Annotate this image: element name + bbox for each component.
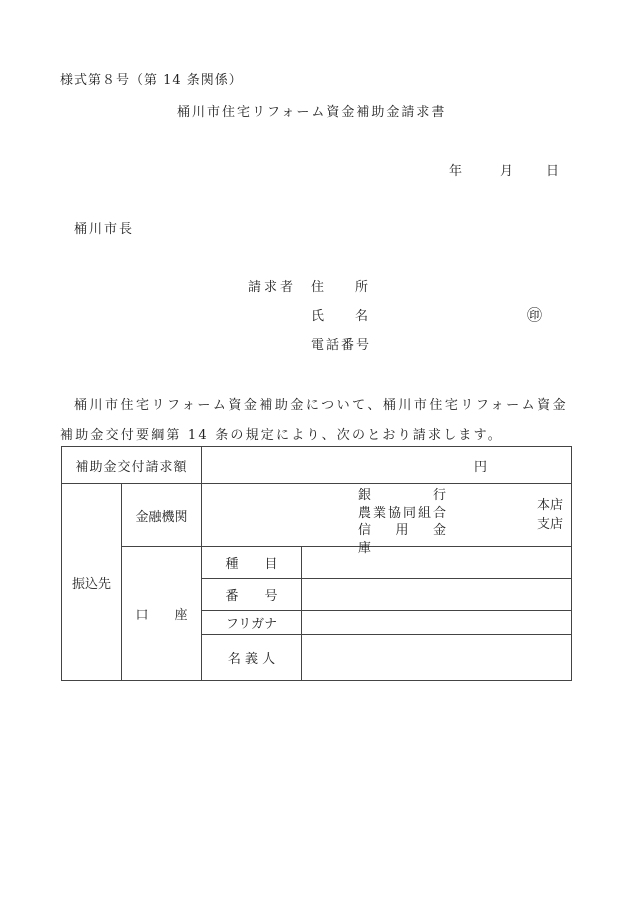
request-table: [61, 446, 572, 681]
account-number-label: 番 号: [202, 579, 302, 611]
name-label-part1: 氏: [311, 309, 325, 324]
account-number-field[interactable]: [302, 579, 572, 611]
body-text-line2: 補助金交付要綱第 14 条の規定により、次のとおり請求します。: [60, 428, 503, 443]
claimant-label: 請求者: [248, 280, 297, 295]
amount-label: 補助金交付請求額: [62, 447, 202, 484]
bank-type-credit-union: 信 用 金 庫: [358, 523, 460, 556]
branch-type-head: 本店: [536, 498, 563, 513]
account-type-label: 種 目: [202, 547, 302, 579]
bank-type-agri-coop: 農業協同組合: [358, 505, 446, 521]
account-label: 口 座: [122, 547, 202, 681]
bank-type-list: [358, 487, 460, 557]
seal-mark: ㊞: [527, 306, 543, 324]
phone-label: 電話番号: [311, 338, 372, 353]
branch-type-list: [537, 496, 563, 534]
addressee: 桶川市長: [74, 222, 135, 237]
date-day-label: 日: [546, 164, 560, 179]
furigana-field[interactable]: [302, 611, 572, 635]
amount-field[interactable]: [202, 447, 572, 484]
account-type-row: [62, 547, 572, 579]
document-title: 桶川市住宅リフォーム資金補助金請求書: [177, 105, 447, 120]
address-label-part1: 住: [311, 280, 325, 295]
bank-field[interactable]: [202, 484, 572, 556]
yen-unit: 円: [473, 459, 487, 475]
bank-label: 金融機関: [122, 484, 202, 547]
holder-field[interactable]: [302, 635, 572, 681]
date-month-label: 月: [500, 164, 514, 179]
transfer-label: 振込先: [62, 484, 122, 681]
holder-label: 名 義 人: [202, 635, 302, 681]
furigana-label: フリガナ: [202, 611, 302, 635]
bank-type-bank: 銀 行: [358, 488, 446, 503]
form-number: 様式第８号（第 14 条関係）: [60, 73, 243, 88]
amount-row: [62, 447, 572, 484]
date-year-label: 年: [449, 164, 463, 179]
body-text-line1: 桶川市住宅リフォーム資金補助金について、桶川市住宅リフォーム資金: [74, 398, 569, 413]
bank-row: [62, 484, 572, 547]
name-label-part2: 名: [355, 309, 369, 324]
address-label-part2: 所: [355, 280, 369, 295]
branch-type-branch: 支店: [536, 517, 563, 532]
